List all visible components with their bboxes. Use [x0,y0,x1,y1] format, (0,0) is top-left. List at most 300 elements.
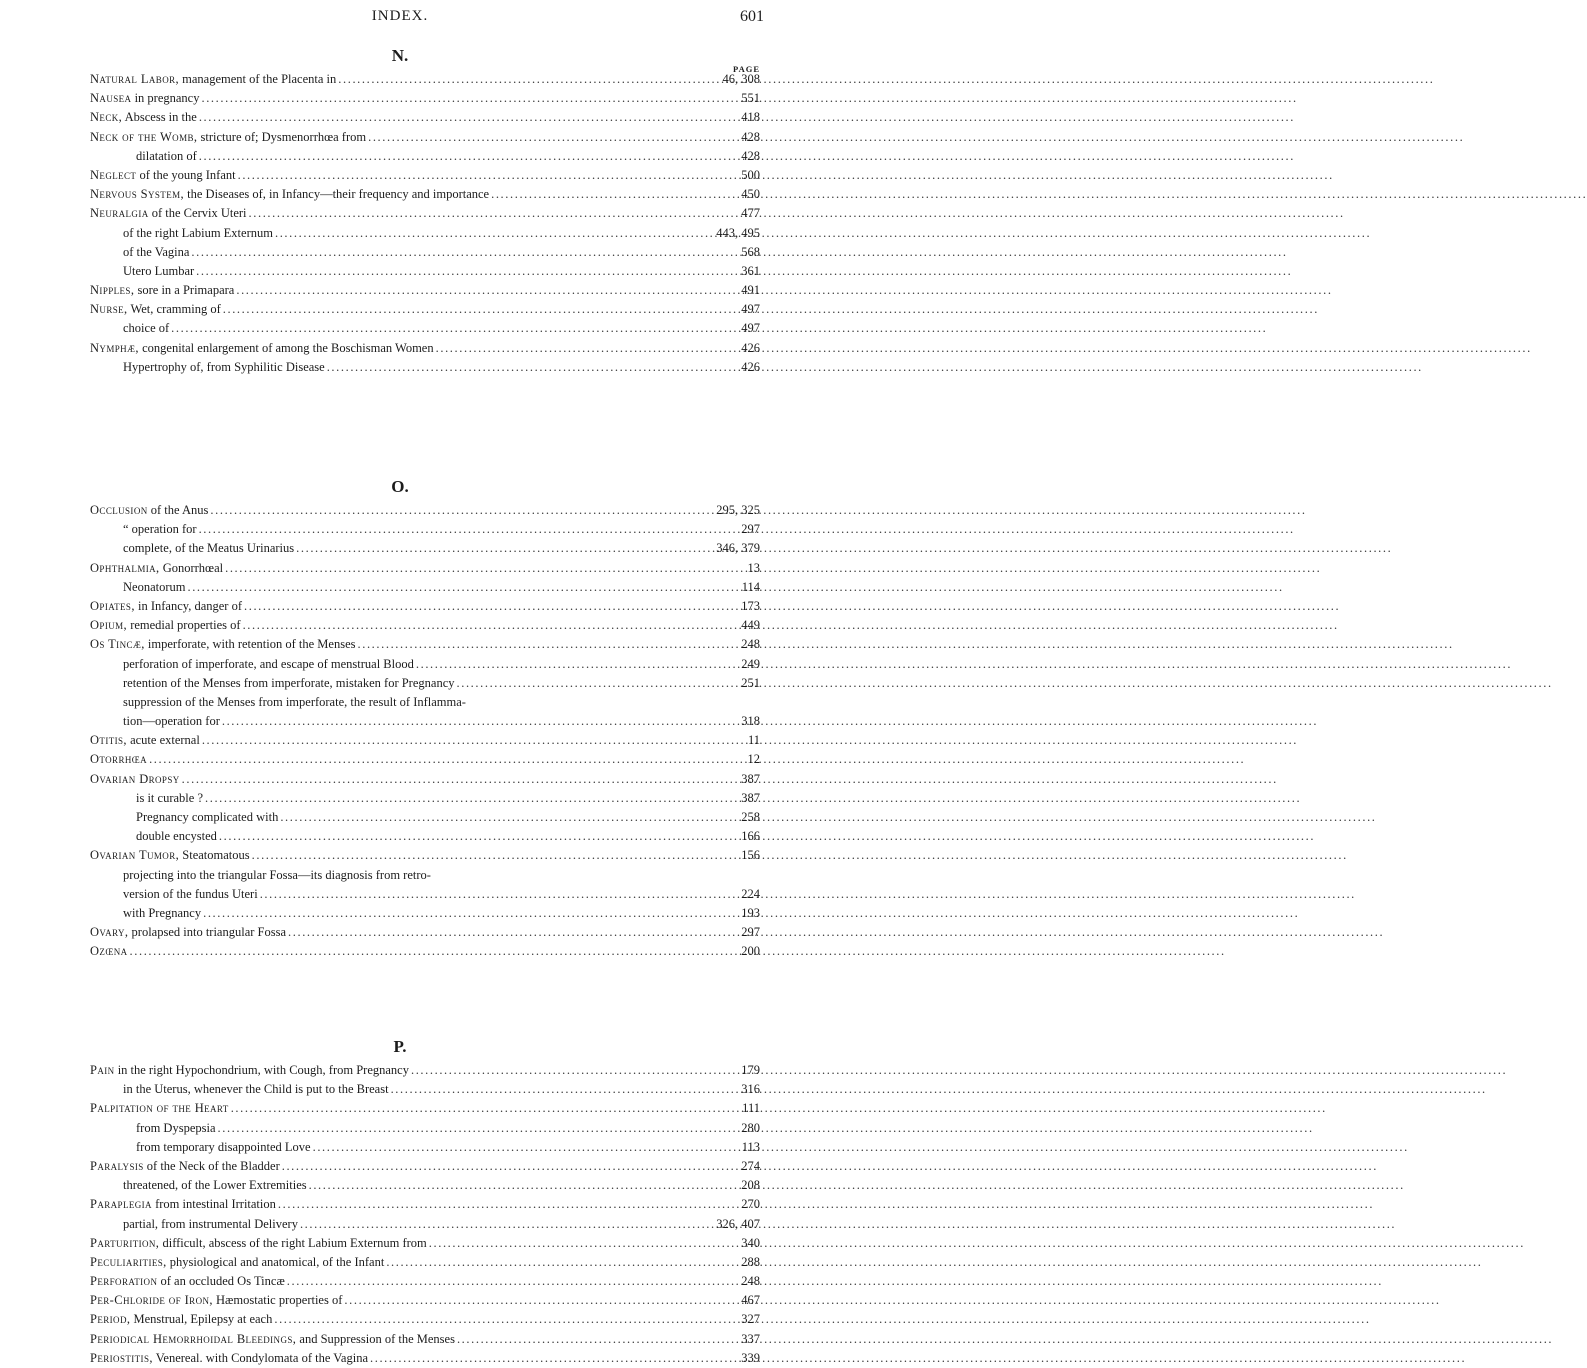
entry-text [123,904,201,923]
entry-text [90,1291,342,1310]
entry-subject: of the Vagina [123,244,190,259]
entry-text [90,731,200,750]
entry-list [0,1061,800,1368]
index-entry [90,501,760,520]
dot-leader [300,1215,714,1234]
entry-text [90,1330,455,1349]
index-entry [90,635,760,654]
index-entry [90,731,760,750]
entry-page-ref: 297 [741,522,760,537]
entry-text [90,616,241,635]
entry-text [90,1099,229,1118]
index-entry [90,770,760,789]
entry-page-ref: 450 [741,187,760,202]
entry-headword: Neuralgia [90,206,149,221]
entry-subject: of the right Labium Externum [123,225,273,240]
entry-subject: version of the fundus Uteri [123,886,258,901]
index-entry [90,224,760,243]
entry-subject: Menstrual, Epilepsy at each [130,1312,273,1327]
entry-page-ref: 418 [741,110,760,125]
entry-text [90,1234,427,1253]
index-entry [90,281,760,300]
entry-text [90,1195,276,1214]
dot-leader [457,674,740,693]
entry-subject: from intestinal Irritation [151,1197,276,1212]
dot-leader [205,789,739,808]
entry-headword: Palpitation of the Heart [90,1101,229,1116]
entry-list [0,70,800,377]
entry-page-ref: 270 [741,1197,760,1212]
index-entry [90,674,760,693]
index-entry [90,1272,760,1291]
dot-leader [260,885,740,904]
entry-text [90,89,199,108]
entry-subject: with Pregnancy [123,905,202,920]
entry-subject: threatened, of the Lower Extremities [123,1178,307,1193]
index-entry [90,520,760,539]
entry-headword: Ovary, [90,925,129,940]
entry-text [90,1253,384,1272]
dot-leader [411,1061,739,1080]
dot-leader [275,224,714,243]
entry-page-ref: 426 [741,359,760,374]
entry-text [90,1310,272,1329]
index-entry [90,1234,760,1253]
page-number: 601 [740,8,764,25]
section-letter: N. [391,46,409,65]
entry-text [123,674,455,693]
entry-text [123,262,194,281]
index-entry [90,319,760,338]
entry-page-ref: 224 [741,886,760,901]
page-column-label: PAGE [733,64,760,74]
entry-subject: Steatomatous [179,848,250,863]
section-letter: O. [391,477,409,496]
entry-subject: double encysted [136,829,217,844]
index-entry [90,846,760,865]
index-entry [90,1061,760,1080]
index-entry [90,89,760,108]
entry-text [123,866,431,885]
entry-headword: Neck of the Womb, [90,129,198,144]
entry-text [90,635,356,654]
dot-leader [280,808,739,827]
entry-text [123,885,258,904]
entry-text [123,520,197,539]
entry-subject: sore in a Primapara [134,283,235,298]
index-entry [90,1310,760,1329]
entry-page-ref: 449 [741,618,760,633]
entry-page-ref: 361 [741,263,760,278]
entry-subject: difficult, abscess of the right Labium Externum from [159,1235,427,1250]
entry-headword: Nervous System, [90,187,185,202]
entry-page-ref: 295, 325 [716,503,760,517]
index-entry [90,1176,760,1195]
entry-headword: Paralysis [90,1158,144,1173]
entry-subject: choice of [123,321,170,336]
entry-headword: Os Tincæ, [90,637,145,652]
entry-subject: in the Uterus, whenever the Child is put to the Breast [123,1082,389,1097]
entry-text [90,1272,285,1291]
index-entry [90,185,760,204]
entry-text [123,243,189,262]
dot-leader [274,1310,739,1329]
entry-subject: partial, from instrumental Delivery [123,1216,298,1231]
dot-leader [225,559,745,578]
dot-leader [249,204,740,223]
index-entry [90,1099,760,1118]
dot-leader [436,339,740,358]
entry-text [90,1157,280,1176]
entry-page-ref: 113 [741,1139,760,1154]
entry-headword: Natural Labor, [90,72,180,86]
entry-subject: from temporary disappointed Love [136,1139,311,1154]
entry-headword: Opiates, [90,598,135,613]
index-entry [90,904,760,923]
entry-subject: suppression of the Menses from imperforate, the result of Inflamma- [123,694,466,709]
entry-page-ref: 111 [742,1101,760,1116]
entry-subject: in the right Hypochondrium, with Cough, from Pregnancy [114,1063,409,1077]
entry-text [90,1061,409,1080]
index-entry [90,1080,760,1099]
entry-headword: Paraplegia [90,1197,152,1212]
dot-leader [282,1157,740,1176]
entry-headword: Otitis, [90,733,127,748]
entry-subject: of the Neck of the Bladder [143,1158,280,1173]
dot-leader [199,520,740,539]
dot-leader [243,616,740,635]
entry-subject: is it curable ? [136,790,203,805]
entry-text [136,789,203,808]
entry-page-ref: 340 [741,1235,760,1250]
dot-leader [149,750,745,769]
dot-leader [386,1253,739,1272]
entry-page-ref: 173 [741,598,760,613]
entry-text [90,559,223,578]
entry-page-ref: 387 [741,790,760,805]
running-title: INDEX. [371,8,429,24]
entry-text [90,501,208,520]
entry-subject: acute external [126,733,200,748]
entry-page-ref: 346, 379 [716,541,760,556]
index-entry [90,616,760,635]
entry-page-ref: 11 [747,733,760,748]
entry-text [90,339,434,358]
entry-page-ref: 477 [741,206,760,221]
index-entry [90,1349,760,1368]
dot-leader [218,1119,740,1138]
entry-page-ref: 179 [741,1063,760,1077]
index-entry [90,300,760,319]
entry-text [90,70,336,89]
entry-headword: Ophthalmia, [90,560,160,575]
entry-text [136,827,217,846]
entry-headword: Neck, [90,110,123,125]
entry-subject: and Suppression of the Menses [296,1331,455,1346]
entry-page-ref: 497 [741,302,760,317]
entry-headword: Nurse, [90,302,128,317]
entry-page-ref: 387 [741,771,760,786]
entry-page-ref: 280 [741,1120,760,1135]
entry-subject: stricture of; Dysmenorrhœa from [197,129,367,144]
entry-headword: Opium, [90,618,128,633]
index-entry [90,712,760,731]
dot-leader [210,501,714,520]
index-entry [90,243,760,262]
entry-headword: Periodical Hemorrhoidal Bleedings, [90,1331,297,1346]
dot-leader [171,319,739,338]
entry-text [136,808,278,827]
entry-text [123,1176,307,1195]
entry-subject: prolapsed into triangular Fossa [128,925,287,940]
index-entry [90,358,760,377]
entry-text [123,655,414,674]
entry-page-ref: 467 [741,1293,760,1308]
entry-headword: Periostitis, [90,1350,153,1365]
entry-page-ref: 248 [741,1274,760,1289]
entry-text [123,1080,389,1099]
entry-text [90,185,489,204]
entry-text [90,597,242,616]
index-section-o [0,473,800,962]
entry-headword: Nymphæ, [90,340,139,355]
dot-leader [199,108,739,127]
entry-subject: of the Anus [147,503,209,517]
entry-page-ref: 316 [741,1082,760,1097]
entry-text [136,1119,216,1138]
entry-subject: imperforate, with retention of the Menses [144,637,356,652]
entry-text [90,923,286,942]
index-entry [90,750,760,769]
entry-subject: in Infancy, danger of [134,598,242,613]
entry-page-ref: 288 [741,1254,760,1269]
entry-page-ref: 491 [741,283,760,298]
entry-page-ref: 258 [741,810,760,824]
index-entry [90,128,760,147]
entry-headword: Otorrhœa [90,752,148,767]
index-section-p [0,1033,800,1368]
dot-leader [223,300,740,319]
entry-text [90,300,221,319]
index-entry [90,70,760,89]
entry-subject: tion—operation for [123,714,220,729]
index-section-n [0,42,800,377]
entry-subject: of the young Infant [136,167,236,182]
entry-headword: Ovarian Tumor, [90,848,180,863]
entry-subject: Gonorrhœal [159,560,224,575]
index-entry [90,885,760,904]
index-entry [90,655,760,674]
entry-headword: Per-Chloride of Iron, [90,1293,213,1308]
index-entry [90,339,760,358]
index-entry [90,789,760,808]
entry-page-ref: 318 [741,714,760,729]
entry-subject: of the Cervix Uteri [148,206,247,221]
dot-leader [130,942,740,961]
dot-leader [309,1176,740,1195]
entry-headword: Ozœna [90,944,128,959]
entry-subject: Wet, cramming of [127,302,221,317]
dot-leader [201,89,739,108]
entry-text [123,358,325,377]
index-entry [90,942,760,961]
dot-leader [244,597,739,616]
running-head [0,8,800,38]
entry-text [136,147,197,166]
dot-leader [196,262,739,281]
dot-leader [288,923,739,942]
dot-leader [296,539,714,558]
entry-text [90,770,180,789]
entry-subject: the Diseases of, in Infancy—their frequency and importance [184,187,490,202]
entry-subject: Venereal. with Condylomata of the Vagina [152,1350,368,1365]
entry-page-ref: 443, 495 [716,225,760,240]
entry-text [123,319,169,338]
entry-page-ref: 13 [747,560,760,575]
entry-headword: Perforation [90,1274,158,1289]
entry-headword: Nipples, [90,283,135,298]
entry-text [136,1138,311,1157]
index-entry [90,262,760,281]
entry-text [90,108,197,127]
entry-headword: Parturition, [90,1235,160,1250]
entry-page-ref: 114 [741,579,760,594]
dot-leader [236,281,739,300]
entry-subject: physiological and anatomical, of the Infant [166,1254,385,1269]
entry-page-ref: 428 [741,129,760,144]
dot-leader [313,1138,740,1157]
index-entry [90,597,760,616]
index-entry [90,693,760,712]
entry-page-ref: 46, 308 [722,72,760,86]
entry-page-ref: 551 [741,91,760,106]
dot-leader [187,578,739,597]
index-entry [90,559,760,578]
entry-subject: Abscess in the [122,110,197,125]
entry-subject: from Dyspepsia [136,1120,216,1135]
entry-page-ref: 248 [741,637,760,652]
index-entry [90,808,760,827]
index-entry [90,923,760,942]
entry-text [90,128,366,147]
dot-leader [338,70,720,89]
entry-text [90,750,147,769]
dot-leader [278,1195,739,1214]
entry-page-ref: 337 [741,1331,760,1346]
entry-subject: dilatation of [136,148,197,163]
dot-leader [191,243,739,262]
entry-subject: “ operation for [123,522,197,537]
dot-leader [429,1234,739,1253]
entry-subject: Neonatorum [123,579,186,594]
dot-leader [327,358,740,377]
index-entry [90,827,760,846]
dot-leader [358,635,740,654]
entry-subject: Pregnancy complicated with [136,810,279,824]
dot-leader [457,1330,739,1349]
entry-text [123,693,466,712]
dot-leader [344,1291,739,1310]
entry-page-ref: 12 [747,752,760,767]
entry-headword: Ovarian Dropsy [90,771,180,786]
dot-leader [416,655,739,674]
entry-subject: complete, of the Meatus Urinarius [123,541,295,556]
entry-page-ref: 156 [741,848,760,863]
dot-leader [182,770,740,789]
entry-subject: projecting into the triangular Fossa—its diagnosis from retro- [123,867,431,882]
entry-headword: Occlusion [90,503,148,517]
dot-leader [252,846,740,865]
entry-text [123,539,294,558]
entry-page-ref: 327 [741,1312,760,1327]
dot-leader [219,827,739,846]
entry-text [90,1349,368,1368]
dot-leader [203,904,739,923]
dot-leader [287,1272,739,1291]
entry-subject: of an occluded Os Tincæ [157,1274,285,1289]
entry-headword: Pain [90,1063,115,1077]
entry-text [123,224,273,243]
entry-text [123,578,185,597]
entry-text [90,281,234,300]
entry-subject: Hypertrophy of, from Syphilitic Disease [123,359,325,374]
entry-subject: management of the Placenta in [179,72,337,86]
entry-page-ref: 274 [741,1158,760,1173]
entry-subject: congenital enlargement of among the Boschisman Women [138,340,434,355]
index-entry [90,1157,760,1176]
entry-page-ref: 166 [741,829,760,844]
entry-text [123,712,220,731]
entry-page-ref: 326, 407 [716,1216,760,1231]
index-entry [90,1330,760,1349]
dot-leader [199,147,740,166]
dot-leader [231,1099,740,1118]
dot-leader [222,712,739,731]
index-entry [90,1253,760,1272]
entry-list [0,501,800,962]
entry-subject: Utero Lumbar [123,263,195,278]
index-entry [90,1215,760,1234]
entry-subject: in pregnancy [131,91,200,106]
entry-text [90,204,247,223]
index-entry [90,147,760,166]
entry-page-ref: 200 [741,944,760,959]
dot-leader [368,128,739,147]
entry-text [90,166,236,185]
entry-subject: Hæmostatic properties of [212,1293,343,1308]
entry-page-ref: 251 [741,675,760,690]
entry-subject: perforation of imperforate, and escape of menstrual Blood [123,656,414,671]
index-entry [90,108,760,127]
entry-headword: Peculiarities, [90,1254,167,1269]
entry-subject: retention of the Menses from imperforate, mistaken for Pregnancy [123,675,455,690]
index-entry [90,1138,760,1157]
index-entry [90,1119,760,1138]
index-entry [90,204,760,223]
index-entry [90,166,760,185]
entry-page-ref: 497 [741,321,760,336]
entry-page-ref: 339 [741,1350,760,1365]
entry-page-ref: 500 [741,167,760,182]
dot-leader [391,1080,740,1099]
entry-subject: remedial properties of [127,618,241,633]
entry-page-ref: 297 [741,925,760,940]
index-entry [90,578,760,597]
entry-headword: Neglect [90,167,137,182]
dot-leader [370,1349,739,1368]
index-entry [90,866,760,885]
index-entry [90,1195,760,1214]
